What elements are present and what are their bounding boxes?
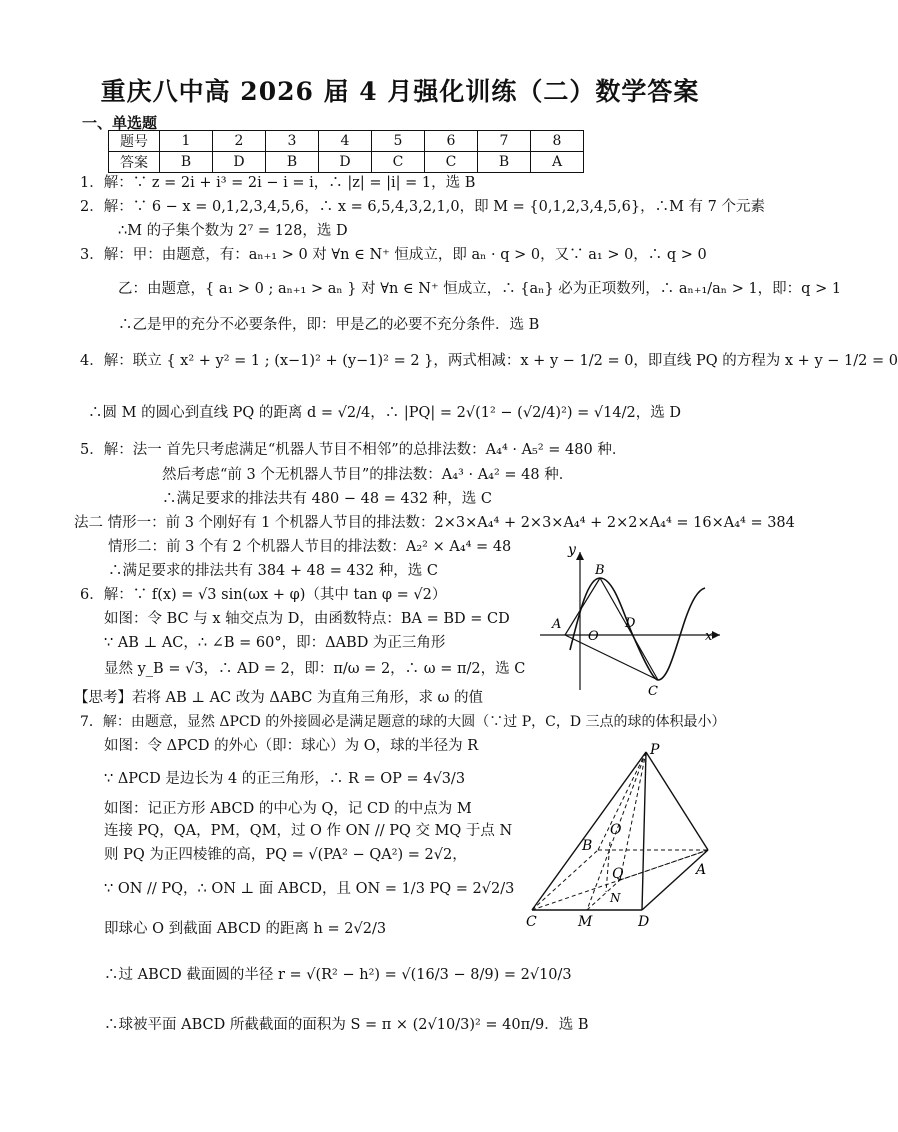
solution-7-line6: 则 PQ 为正四棱锥的高，PQ = √(PA² − QA²) = 2√2，	[104, 847, 467, 863]
table-cell: 4	[319, 131, 372, 152]
solution-7-line7: ∵ ON // PQ，∴ ON ⊥ 面 ABCD，且 ON = 1/3 PQ = 2√2/3	[104, 881, 515, 897]
edge-DA	[642, 850, 708, 910]
fig1-label: C	[648, 684, 658, 699]
table-cell: B	[478, 152, 531, 173]
x-axis-arrow	[712, 631, 720, 639]
table-row-answers	[109, 152, 584, 173]
table-row-numbers	[109, 131, 584, 152]
solution-7-line1: 7．解：由题意，显然 ΔPCD 的外接圆必是满足题意的球的大圆（∵过 P，C，D 三点的球的体积最小）	[80, 714, 726, 730]
answer-table	[108, 130, 584, 173]
solution-3-line1: 3．解：甲：由题意，有：aₙ₊₁ > 0 对 ∀n ∈ N⁺ 恒成立，即 aₙ · q > 0，又∵ a₁ > 0，∴ q > 0	[80, 247, 707, 263]
table-cell: C	[372, 152, 425, 173]
table-cell: 2	[213, 131, 266, 152]
edge-PB	[598, 752, 646, 850]
fig1-label: x	[705, 629, 713, 644]
table-cell: 1	[160, 131, 213, 152]
solution-7-line3: ∵ ΔPCD 是边长为 4 的正三角形，∴ R = OP = 4√3/3	[104, 771, 466, 787]
solution-5-line3: ∴满足要求的排法共有 480 − 48 = 432 种，选 C	[162, 491, 492, 507]
fig1-label: y	[568, 542, 576, 558]
segment-AB	[565, 578, 600, 635]
table-cell: 3	[266, 131, 319, 152]
fig2-label: C	[526, 914, 537, 930]
edge-CB	[532, 850, 598, 910]
solution-3-line3: ∴乙是甲的充分不必要条件，即：甲是乙的必要不充分条件．选 B	[118, 317, 540, 333]
table-cell: B	[160, 152, 213, 173]
edge-PA	[646, 752, 708, 850]
sine-graph-figure	[540, 540, 730, 700]
solution-6-line4: 显然 y_B = √3，∴ AD = 2，即：π/ω = 2，∴ ω = π/2，选 C	[104, 661, 526, 677]
table-cell: 6	[425, 131, 478, 152]
solution-3-line2: 乙：由题意，{ a₁ > 0 ; aₙ₊₁ > aₙ } 对 ∀n ∈ N⁺ 恒成立，∴ {aₙ} 必为正项数列，∴ aₙ₊₁/aₙ > 1，即：q > 1	[118, 281, 842, 297]
solution-6-line3: ∵ AB ⊥ AC，∴ ∠B = 60°，即：ΔABD 为正三角形	[104, 635, 446, 651]
page-title: 重庆八中高 2026 届 4 月强化训练（二）数学答案	[100, 77, 700, 106]
table-cell: A	[531, 152, 584, 173]
solution-7-line4: 如图：记正方形 ABCD 的中心为 Q，记 CD 的中点为 M	[104, 801, 472, 817]
table-cell: 5	[372, 131, 425, 152]
solution-7-line8: 即球心 O 到截面 ABCD 的距离 h = 2√2/3	[104, 921, 387, 937]
solution-6-line1: 6．解：∵ f(x) = √3 sin(ωx + φ)（其中 tan φ = √2）	[80, 587, 447, 603]
edge-PD	[642, 752, 646, 910]
table-header-cell: 答案	[109, 152, 160, 173]
edge-PC	[532, 752, 646, 910]
solution-6-line2: 如图：令 BC 与 x 轴交点为 D，由函数特点：BA = BD = CD	[104, 611, 510, 627]
table-cell: 8	[531, 131, 584, 152]
solution-1: 1．解：∵ z = 2i + i³ = 2i − i = i，∴ |z| = |i| = 1，选 B	[80, 175, 476, 191]
solution-7-line9: ∴过 ABCD 截面圆的半径 r = √(R² − h²) = √(16/3 − 8/9) = 2√10/3	[104, 967, 572, 983]
fig2-label: N	[610, 891, 621, 905]
solution-5-method2-line2: 情形二：前 3 个有 2 个机器人节目的排法数：A₂² × A₄⁴ = 48	[108, 539, 512, 555]
fig1-label: B	[595, 563, 605, 578]
section-heading-single-choice: 一、单选题	[82, 114, 158, 132]
y-axis-arrow	[576, 552, 584, 560]
table-cell: D	[319, 152, 372, 173]
table-header-cell: 题号	[109, 131, 160, 152]
fig1-label: A	[552, 617, 562, 632]
fig2-label: B	[582, 838, 593, 854]
fig2-label: Q	[612, 866, 624, 882]
fig2-label: O	[610, 822, 622, 838]
solution-7-line2: 如图：令 ΔPCD 的外心（即：球心）为 O，球的半径为 R	[104, 738, 479, 754]
solution-4-line1: 4．解：联立 { x² + y² = 1 ; (x−1)² + (y−1)² = 2 }，两式相减：x + y − 1/2 = 0，即直线 PQ 的方程为 x + y − 1/2 = 0	[80, 353, 898, 369]
solution-7-line10: ∴球被平面 ABCD 所截截面的面积为 S = π × (2√10/3)² = 40π/9．选 B	[104, 1017, 589, 1033]
thinking-note: 【思考】若将 AB ⊥ AC 改为 ΔABC 为直角三角形，求 ω 的值	[74, 690, 483, 706]
fig1-label: D	[625, 616, 636, 631]
table-cell: 7	[478, 131, 531, 152]
fig2-label: P	[650, 742, 660, 758]
solution-2-line1: 2．解：∵ 6 − x = 0,1,2,3,4,5,6，∴ x = 6,5,4,3,2,1,0，即 M = {0,1,2,3,4,5,6}，∴M 有 7 个元素	[80, 199, 765, 215]
table-cell: D	[213, 152, 266, 173]
fig2-label: D	[638, 914, 650, 930]
fig2-label: M	[578, 914, 593, 930]
solution-5-line2: 然后考虑“前 3 个无机器人节目”的排法数：A₄³ · A₄² = 48 种．	[162, 467, 574, 483]
pyramid-figure	[520, 742, 730, 932]
table-cell: C	[425, 152, 478, 173]
fig1-label: O	[588, 629, 599, 644]
fig2-label: A	[696, 862, 707, 878]
solution-7-line5: 连接 PQ，QA，PM，QM，过 O 作 ON // PQ 交 MQ 于点 N	[104, 823, 513, 839]
solution-5-method2-line3: ∴满足要求的排法共有 384 + 48 = 432 种，选 C	[108, 563, 438, 579]
table-cell: B	[266, 152, 319, 173]
solution-5-method2-line1: 法二 情形一：前 3 个刚好有 1 个机器人节目的排法数：2×3×A₄⁴ + 2×3×A₄⁴ + 2×2×A₄⁴ = 16×A₄⁴ = 384	[74, 515, 795, 531]
solution-5-line1: 5．解：法一 首先只考虑满足“机器人节目不相邻”的总排法数：A₄⁴ · A₅² = 480 种．	[80, 442, 627, 458]
solution-4-line2: ∴圆 M 的圆心到直线 PQ 的距离 d = √2/4，∴ |PQ| = 2√(1² − (√2/4)²) = √14/2，选 D	[88, 405, 681, 421]
solution-2-line2: ∴M 的子集个数为 2⁷ = 128，选 D	[118, 223, 348, 239]
segment-AC	[565, 635, 658, 680]
